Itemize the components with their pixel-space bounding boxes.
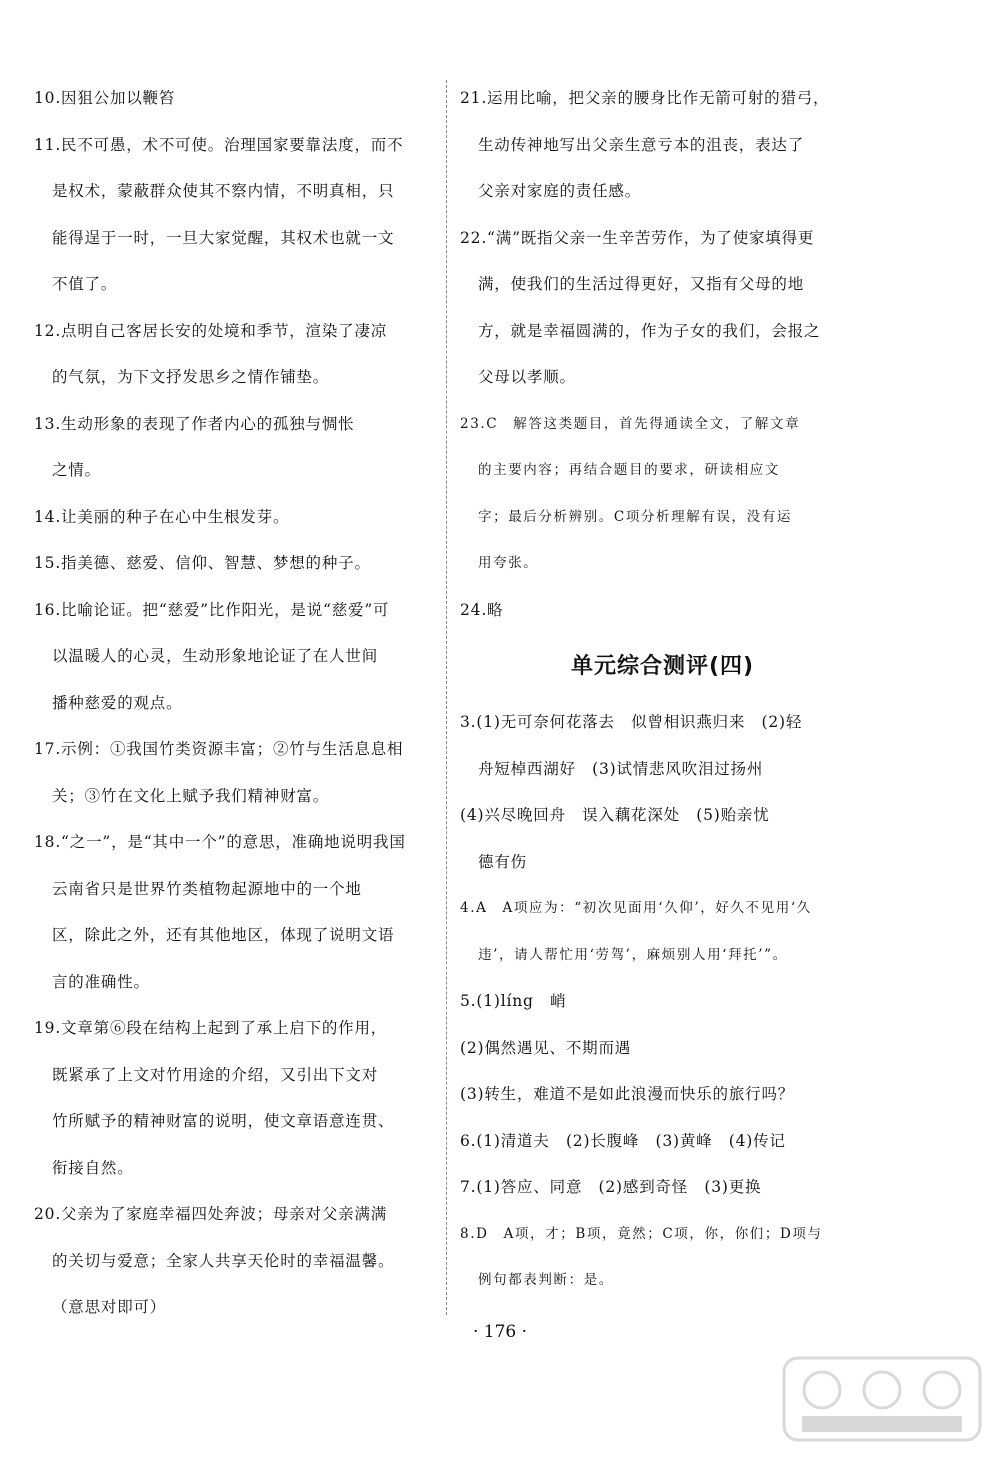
- answer-line: 区，除此之外，还有其他地区，体现了说明文语: [52, 926, 395, 944]
- answer-line: 既紧承了上文对竹用途的介绍，又引出下文对: [52, 1065, 379, 1084]
- answer-line: （意思对即可）: [52, 1298, 167, 1316]
- answer-line: 7.(1)答应、同意 (2)感到奇怪 (3)更换: [460, 1178, 762, 1196]
- answer-item: [460, 75, 865, 215]
- answer-line: 21.运用比喻，把父亲的腰身比作无箭可射的猎弓，: [460, 89, 830, 107]
- answer-line: 12.点明自己客居长安的处境和季节，渲染了凄凉: [34, 321, 388, 340]
- answer-line: 竹所赋予的精神财富的说明，使文章语意连贯、: [52, 1112, 395, 1130]
- answer-line: 生动传神地写出父亲生意亏本的沮丧，表达了: [478, 135, 805, 154]
- answer-line: (2)偶然遇见、不期而遇: [460, 1038, 632, 1057]
- answer-item: [460, 587, 865, 634]
- answer-line: 是权术，蒙蔽群众使其不察内情，不明真相，只: [52, 182, 395, 200]
- left-column: [34, 75, 439, 1331]
- answer-line: 14.让美丽的种子在心中生根发芽。: [34, 507, 290, 526]
- answer-line: 16.比喻论证。把“慈爱”比作阳光，是说“慈爱”可: [34, 600, 390, 619]
- answer-line: 8.D A项，才；B项，竟然；C项，你，你们；D项与: [460, 1225, 823, 1242]
- answer-line: 违’，请人帮忙用‘劳驾’，麻烦别人用‘拜托’”。: [478, 946, 788, 963]
- answer-line: 播种慈爱的观点。: [52, 693, 183, 712]
- answer-line: 德有伤: [478, 852, 527, 871]
- answer-line: 6.(1)清道夫 (2)长腹峰 (3)黄峰 (4)传记: [460, 1131, 786, 1150]
- answer-item: [34, 726, 439, 819]
- answer-item: [460, 1164, 865, 1211]
- answer-line: 满，使我们的生活过得更好，又指有父母的地: [478, 275, 805, 293]
- right-column: [460, 75, 865, 1304]
- answer-line: 的主要内容；再结合题目的要求，研读相应文: [478, 462, 780, 478]
- answer-item: [34, 587, 439, 727]
- answer-line: 23.C 解答这类题目，首先得通读全文，了解文章: [460, 415, 801, 432]
- answer-line: (4)兴尽晚回舟 误入藕花深处 (5)贻亲忧: [460, 806, 770, 824]
- answer-item: [460, 699, 865, 885]
- answer-line: 24.略: [460, 600, 504, 619]
- answer-line: 字；最后分析辨别。C项分析理解有误，没有运: [478, 508, 792, 525]
- answer-item: [460, 1211, 865, 1304]
- answer-line: 云南省只是世界竹类植物起源地中的一个地: [52, 879, 362, 898]
- answer-item: [460, 978, 865, 1118]
- answer-line: 的关切与爱意；全家人共享天伦时的幸福温馨。: [52, 1251, 395, 1270]
- answer-line: 之情。: [52, 461, 101, 479]
- answer-line: 5.(1)líng 峭: [460, 992, 567, 1010]
- answer-line: 方，就是幸福圆满的，作为子女的我们，会报之: [478, 321, 821, 340]
- page-number: · 176 ·: [472, 1322, 528, 1342]
- answer-line: 3.(1)无可奈何花落去 似曾相识燕归来 (2)轻: [460, 713, 803, 731]
- answer-line: 父亲对家庭的责任感。: [478, 182, 642, 200]
- answer-line: 不值了。: [52, 275, 118, 293]
- answer-line: 18.“之一”，是“其中一个”的意思，准确地说明我国: [34, 833, 406, 851]
- answer-line: 的气氛，为下文抒发思乡之情作铺垫。: [52, 368, 330, 386]
- answer-line: 17.示例：①我国竹类资源丰富；②竹与生活息息相: [34, 740, 404, 758]
- answer-line: 11.民不可愚，术不可使。治理国家要靠法度，而不: [34, 135, 404, 154]
- answer-line: 22.“满”既指父亲一生辛苦劳作，为了使家填得更: [460, 228, 815, 247]
- answer-line: 衔接自然。: [52, 1158, 134, 1177]
- answer-line: 15.指美德、慈爱、信仰、智慧、梦想的种子。: [34, 554, 371, 572]
- answer-item: [34, 75, 439, 122]
- answer-item: [460, 1118, 865, 1165]
- answer-line: 10.因狙公加以鞭笞: [34, 89, 176, 107]
- answer-line: 言的准确性。: [52, 972, 150, 991]
- answer-line: 父母以孝顺。: [478, 368, 576, 386]
- answer-item: [34, 819, 439, 1005]
- answer-item: [460, 215, 865, 401]
- answer-item: [34, 540, 439, 587]
- answer-item: [34, 494, 439, 541]
- answer-line: 能得逞于一时，一旦大家觉醒，其权术也就一文: [52, 228, 395, 247]
- answer-item: [460, 885, 865, 978]
- column-divider: [446, 80, 447, 1315]
- answer-line: 舟短棹西湖好 (3)试情悲风吹泪过扬州: [478, 759, 764, 778]
- section-heading: 单元综合测评(四): [570, 654, 755, 679]
- answer-item: [34, 1005, 439, 1191]
- answer-item: [34, 401, 439, 494]
- watermark-logo: [782, 1356, 982, 1442]
- answer-line: 关；③竹在文化上赋予我们精神财富。: [52, 786, 330, 805]
- answer-item: [34, 308, 439, 401]
- answer-line: 例句都表判断：是。: [478, 1272, 614, 1288]
- answer-line: 4.A A项应为：“初次见面用‘久仰’，好久不见用‘久: [460, 900, 812, 916]
- answer-line: 19.文章第⑥段在结构上起到了承上启下的作用，: [34, 1019, 388, 1037]
- answer-line: 以温暖人的心灵，生动形象地论证了在人世间: [52, 647, 379, 665]
- answer-line: 13.生动形象的表现了作者内心的孤独与惆怅: [34, 414, 355, 433]
- answer-line: 20.父亲为了家庭幸福四处奔波；母亲对父亲满满: [34, 1205, 388, 1223]
- answer-item: [460, 401, 865, 587]
- answer-line: (3)转生，难道不是如此浪漫而快乐的旅行吗？: [460, 1085, 795, 1103]
- answer-item: [34, 1191, 439, 1331]
- answer-item: [34, 122, 439, 308]
- answer-line: 用夸张。: [478, 555, 539, 571]
